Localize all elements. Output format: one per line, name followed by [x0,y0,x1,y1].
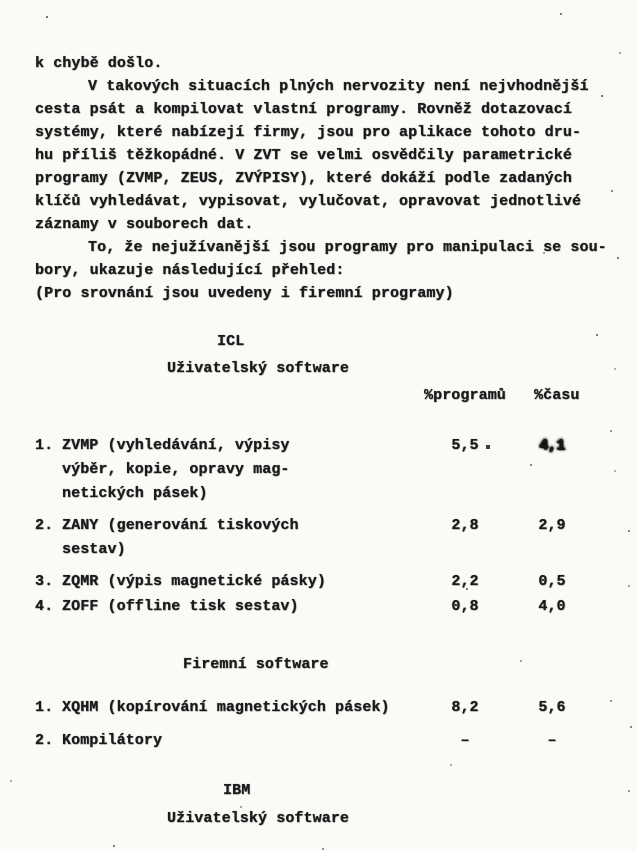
text-line: cesta psát a kompilovat vlastní programy. Rovněž dotazovací [35,101,572,118]
section-title-firemni: Firemní software [183,656,329,673]
value-percent-programs: 8,2 [451,699,479,716]
value-percent-programs: 0,8 [451,598,479,615]
column-header-percent-time: %času [534,387,580,404]
row-number: 2. [35,517,54,534]
program-name: ZQMR (výpis magnetické pásky) [62,573,326,590]
value-percent-programs: 2,2 [451,573,479,590]
row-number: 1. [35,437,54,454]
text-line: k chybě došlo. [35,55,163,72]
text-line: V takových situacích plných nervozity není nejvhodnější [88,78,589,95]
text-line: bory, ukazuje následující přehled: [35,262,345,279]
value-percent-time: 4,1 [539,437,565,454]
text-line: hu příliš těžkopádné. V ZVT se velmi osvědčily parametrické [35,147,572,164]
text-line: To, že nejužívanější jsou programy pro manipulaci se sou- [88,239,607,256]
value-percent-time: – [547,732,557,749]
column-header-percent-programs: %programů [424,387,506,404]
section-title-icl: ICL [217,333,245,350]
value-percent-time: 0,5 [538,573,566,590]
program-name: ZVMP (vyhledávání, výpisy [62,437,290,454]
program-name: ZOFF (offline tisk sestav) [62,598,299,615]
program-name: Kompilátory [62,732,163,749]
program-name: XQHM (kopírování magnetických pásek) [62,699,390,716]
row-number: 4. [35,598,54,615]
value-percent-time: 2,9 [538,517,566,534]
text-line: systémy, které nabízejí firmy, jsou pro aplikace tohoto dru- [35,124,582,141]
value-percent-programs: 5,5 [451,437,479,454]
value-percent-programs: 2,8 [451,517,479,534]
row-number: 2. [35,732,54,749]
program-name-continued: netických pásek) [62,485,208,502]
scan-noise-speckles [0,0,2,2]
value-percent-programs: – [460,732,470,749]
text-line: záznamy v souborech dat. [35,216,254,233]
text-line: (Pro srovnání jsou uvedeny i firemní programy) [35,285,454,302]
section-subtitle-ibm: Uživatelský software [167,810,350,827]
value-percent-time: 5,6 [538,699,566,716]
row-number: 3. [35,573,54,590]
section-subtitle-icl: Uživatelský software [167,360,350,377]
program-name: ZANY (generování tiskových [62,517,299,534]
program-name-continued: výběr, kopie, opravy mag- [62,461,290,478]
program-name-continued: sestav) [62,541,126,558]
intro-paragraphs [35,52,610,305]
text-line: programy (ZVMP, ZEUS, ZVÝPISY), které dokáží podle zadaných [35,170,572,187]
text-line: klíčů vyhledávat, vypisovat, vylučovat, opravovat jednotlivé [35,193,582,210]
section-title-ibm: IBM [223,782,251,799]
value-percent-time: 4,0 [538,598,566,615]
row-number: 1. [35,699,54,716]
